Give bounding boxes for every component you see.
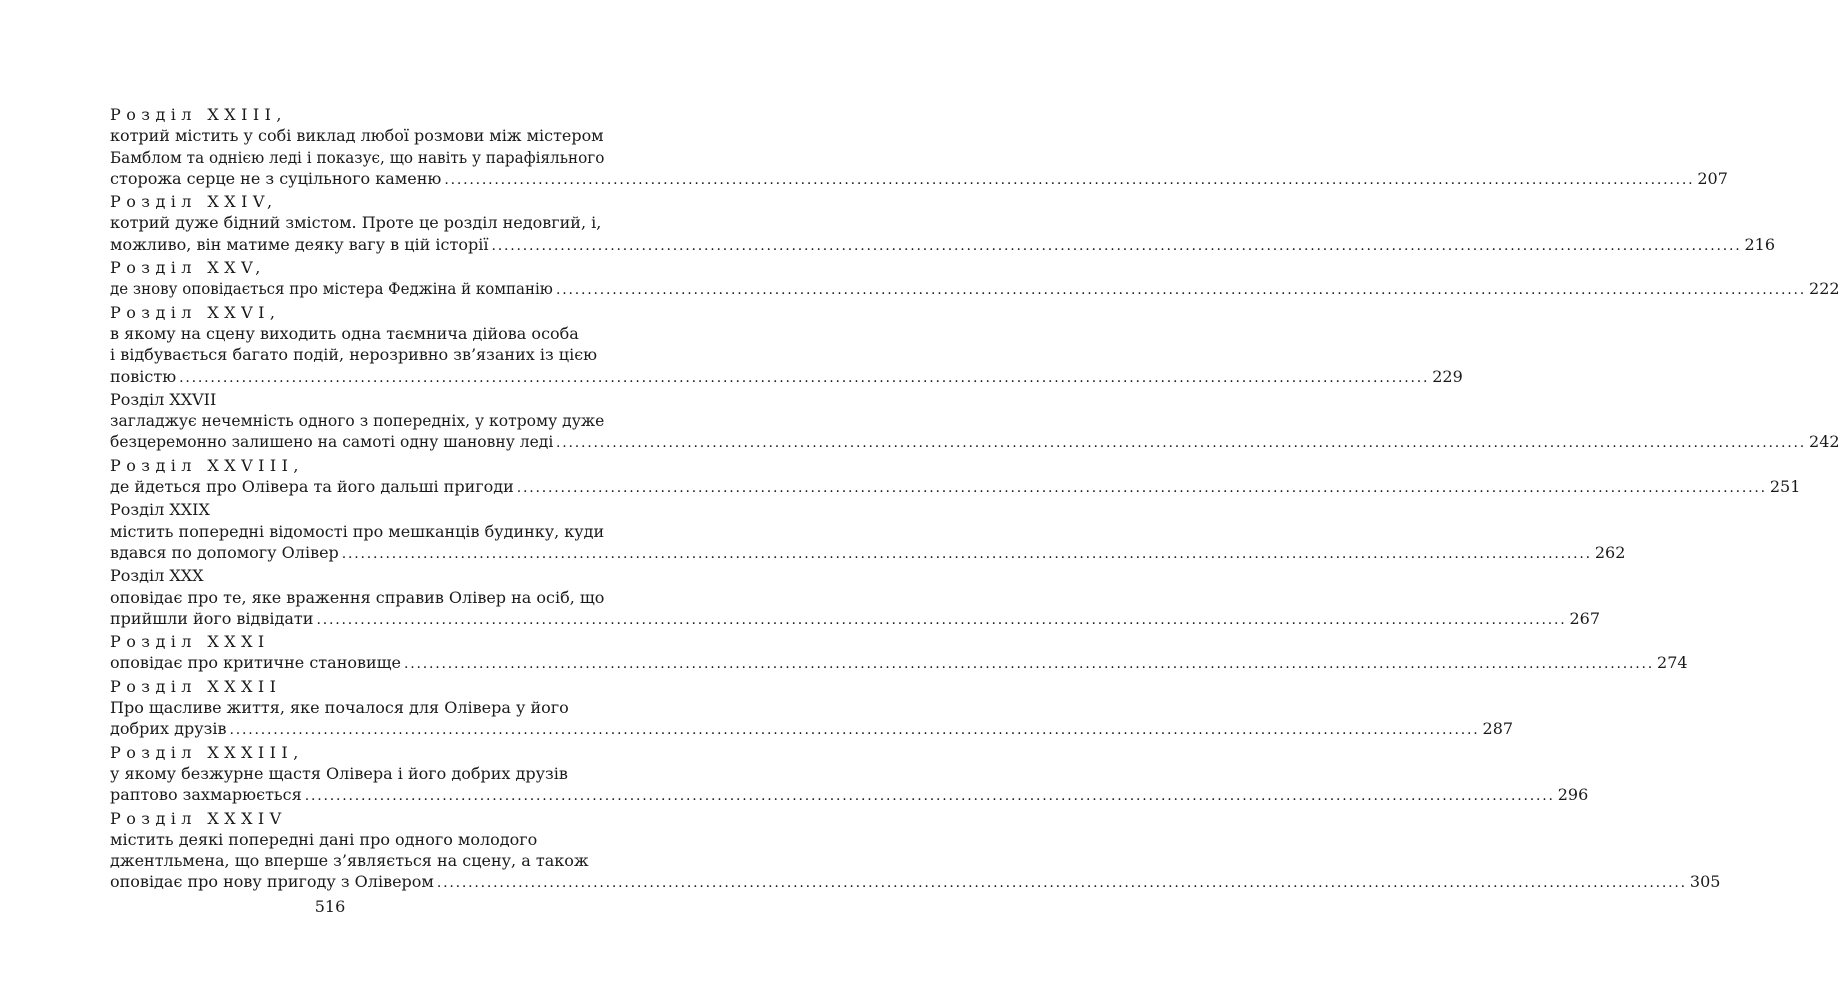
chapter-description-text: де знову оповідається про містера Феджіна й компанію bbox=[110, 279, 553, 299]
chapter-page-number: 242 bbox=[1809, 432, 1840, 452]
chapter-heading: Розділ XXXIII, bbox=[110, 742, 304, 762]
chapter-page-number: 216 bbox=[1744, 234, 1776, 254]
chapter-description-text: раптово захмарюється bbox=[110, 785, 302, 805]
toc-entry bbox=[110, 499, 1626, 565]
toc-entry bbox=[110, 257, 1840, 302]
chapter-heading: Розділ XXV, bbox=[110, 258, 266, 278]
toc-entry bbox=[110, 631, 1688, 676]
chapter-description-last-line bbox=[110, 871, 1721, 894]
chapter-description-line: містить попередні відомості про мешканців будинку, куди bbox=[110, 521, 605, 541]
chapter-description-last-line bbox=[110, 431, 1840, 454]
chapter-heading: Розділ XXXIV bbox=[110, 808, 287, 828]
chapter-page-number: 207 bbox=[1697, 168, 1728, 188]
dot-leader: ........................................................................................................................................................................................................ bbox=[556, 435, 1807, 452]
chapter-description-line: джентльмена, що вперше з’являється на сцену, а також bbox=[110, 851, 589, 871]
chapter-description-line: котрий дуже бідний змістом. Проте це розділ недовгий, і, bbox=[110, 213, 602, 233]
chapter-page-number: 287 bbox=[1482, 719, 1514, 739]
chapter-description-line: оповідає про те, яке враження справив Олівер на осіб, що bbox=[110, 587, 605, 607]
chapter-page-number: 262 bbox=[1594, 542, 1626, 562]
chapter-heading: Розділ XXIV, bbox=[110, 192, 278, 212]
chapter-description-text: вдався по допомогу Олівер bbox=[110, 542, 339, 562]
dot-leader: ........................................................................................................................................................................................................ bbox=[229, 722, 1480, 739]
chapter-description-text: оповідає про нову пригоду з Олівером bbox=[110, 872, 434, 892]
toc-entry bbox=[110, 676, 1514, 742]
chapter-description-text: де йдеться про Олівера та його дальші пригоди bbox=[110, 477, 514, 497]
chapter-description-line: Про щасливе життя, яке почалося для Олівера у його bbox=[110, 698, 569, 718]
chapter-description-last-line bbox=[110, 476, 1801, 499]
chapter-description-text: безцеремонно залишено на самоті одну шановну леді bbox=[110, 432, 554, 452]
chapter-description-last-line bbox=[110, 784, 1589, 807]
chapter-description-line: котрий містить у собі виклад любої розмови між містером bbox=[110, 126, 604, 146]
chapter-description-line: і відбувається багато подій, нерозривно зв’язаних із цією bbox=[110, 345, 598, 365]
chapter-page-number: 267 bbox=[1569, 608, 1601, 628]
chapter-page-number: 296 bbox=[1557, 785, 1589, 805]
chapter-page-number: 251 bbox=[1769, 477, 1801, 497]
chapter-description-last-line bbox=[110, 608, 1601, 631]
chapter-description-last-line bbox=[110, 278, 1840, 301]
chapter-description-line: у якому безжурне щастя Олівера і його добрих друзів bbox=[110, 763, 568, 783]
chapter-page-number: 274 bbox=[1657, 653, 1688, 673]
chapter-description-text: сторожа серце не з суцільного каменю bbox=[110, 168, 442, 188]
toc-entry bbox=[110, 565, 1601, 631]
toc-entry bbox=[110, 808, 1721, 895]
toc-entry bbox=[110, 389, 1840, 455]
chapter-description-line: містить деякі попередні дані про одного молодого bbox=[110, 829, 538, 849]
dot-leader: ........................................................................................................................................................................................................ bbox=[404, 656, 1655, 673]
chapter-heading: Розділ XXVIII, bbox=[110, 455, 304, 475]
dot-leader: ........................................................................................................................................................................................................ bbox=[516, 480, 1767, 497]
toc-entry bbox=[110, 191, 1776, 257]
chapter-description-last-line bbox=[110, 168, 1728, 191]
chapter-description-line: загладжує нечемність одного з попередніх, у котрому дуже bbox=[110, 411, 605, 431]
table-of-contents bbox=[110, 104, 1840, 895]
dot-leader: ........................................................................................................................................................................................................ bbox=[316, 611, 1567, 628]
chapter-description-last-line bbox=[110, 718, 1514, 741]
dot-leader: ........................................................................................................................................................................................................ bbox=[341, 545, 1592, 562]
chapter-heading: Розділ XXIII, bbox=[110, 105, 287, 124]
dot-leader: ........................................................................................................................................................................................................ bbox=[556, 282, 1807, 299]
dot-leader: ........................................................................................................................................................................................................ bbox=[436, 875, 1687, 892]
toc-entry bbox=[110, 104, 1728, 191]
chapter-heading: Розділ XXIX bbox=[110, 500, 210, 520]
chapter-description-last-line bbox=[110, 542, 1626, 565]
chapter-description-text: добрих друзів bbox=[110, 719, 227, 739]
chapter-page-number: 222 bbox=[1809, 279, 1840, 299]
chapter-page-number: 229 bbox=[1432, 366, 1463, 386]
dot-leader: ........................................................................................................................................................................................................ bbox=[491, 237, 1742, 254]
chapter-description-last-line bbox=[110, 234, 1776, 257]
chapter-description-text: повістю bbox=[110, 366, 177, 386]
chapter-description-line: в якому на сцену виходить одна таємнича дійова особа bbox=[110, 323, 579, 343]
chapter-heading: Розділ XXVII bbox=[110, 389, 217, 409]
dot-leader: ........................................................................................................................................................................................................ bbox=[179, 369, 1430, 386]
chapter-description-last-line bbox=[110, 366, 1463, 389]
chapter-heading: Розділ XXVI, bbox=[110, 302, 281, 322]
toc-entry bbox=[110, 742, 1589, 808]
chapter-heading: Розділ XXXII bbox=[110, 676, 282, 696]
chapter-heading: Розділ XXX bbox=[110, 566, 204, 586]
dot-leader: ........................................................................................................................................................................................................ bbox=[444, 171, 1695, 188]
chapter-description-line: Бамблом та однією леді і показує, що навіть у парафіяльного bbox=[110, 147, 605, 167]
chapter-description-text: оповідає про критичне становище bbox=[110, 653, 401, 673]
chapter-heading: Розділ XXXI bbox=[110, 632, 270, 652]
chapter-page-number: 305 bbox=[1689, 872, 1721, 892]
dot-leader: ........................................................................................................................................................................................................ bbox=[304, 788, 1555, 805]
chapter-description-text: можливо, він матиме деяку вагу в цій історії bbox=[110, 234, 489, 254]
chapter-description-last-line bbox=[110, 652, 1688, 675]
chapter-description-text: прийшли його відвідати bbox=[110, 608, 314, 628]
page-number: 516 bbox=[314, 897, 346, 916]
toc-entry bbox=[110, 455, 1801, 500]
toc-entry bbox=[110, 302, 1463, 389]
